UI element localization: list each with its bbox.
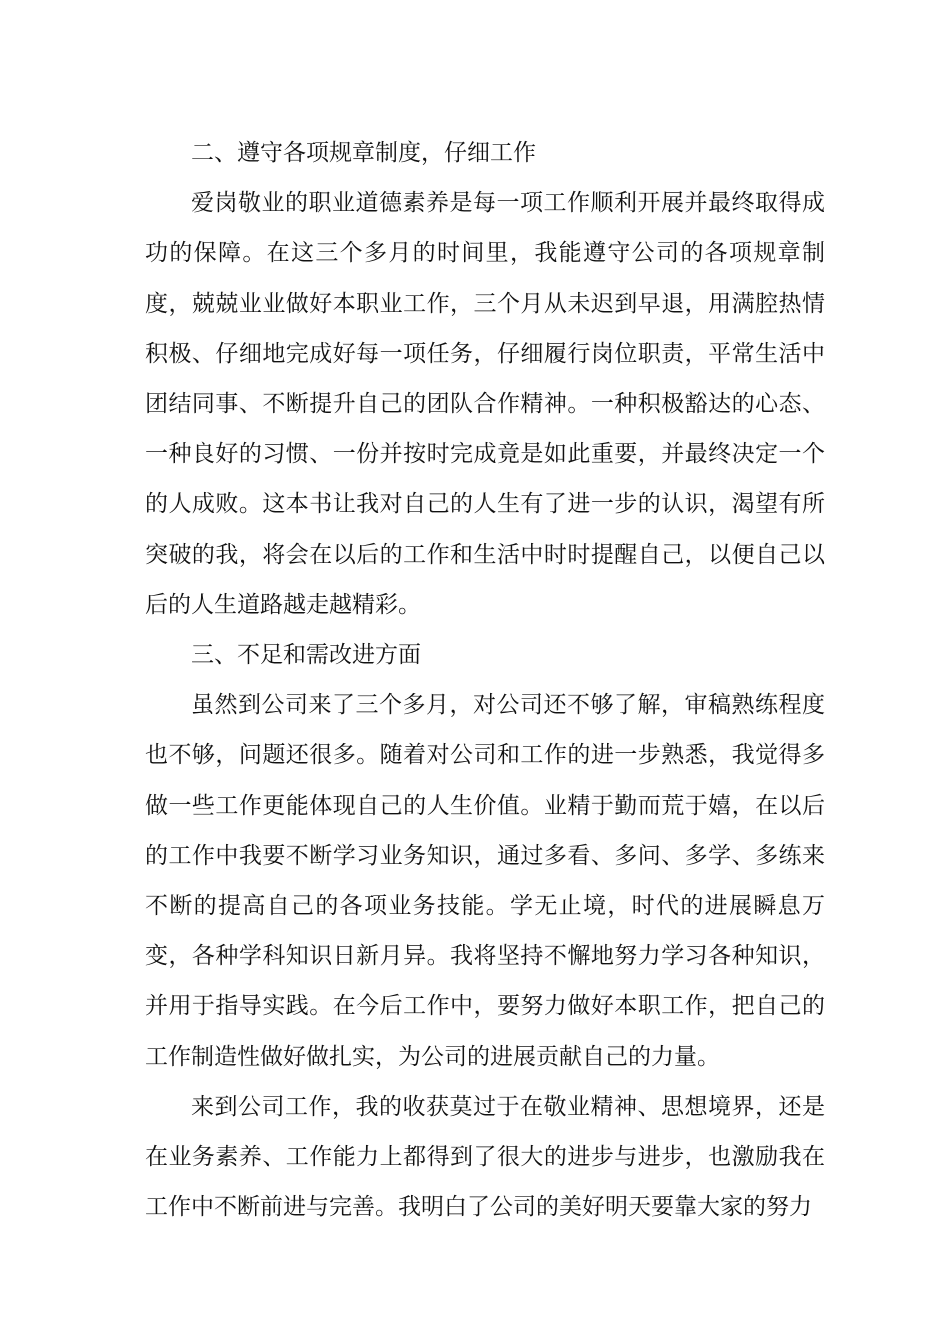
paragraph-shortcomings: 虽然到公司来了三个多月，对公司还不够了解，审稿熟练程度也不够，问题还很多。随着对公司和工作的进一步熟悉，我觉得多做一些工作更能体现自己的人生价值。业精于勤而荒于嬉，在以后的工作中我要不断学习业务知识，通过多看、多问、多学、多练来不断的提高自己的各项业务技能。学无止境，时代的进展瞬息万变，各种学科知识日新月异。我将坚持不懈地努力学习各种知识，并用于指导实践。在今后工作中，要努力做好本职工作，把自己的工作制造性做好做扎实，为公司的进展贡献自己的力量。 — [145, 692, 825, 1070]
section-heading-improvements: 三、不足和需改进方面 — [191, 642, 421, 669]
paragraph-dedication: 爱岗敬业的职业道德素养是每一项工作顺利开展并最终取得成功的保障。在这三个多月的时间里，我能遵守公司的各项规章制度，兢兢业业做好本职业工作，三个月从未迟到早退，用满腔热情积极、仔细地完成好每一项任务，仔细履行岗位职责，平常生活中团结同事、不断提升自己的团队合作精神。一种积极豁达的心态、一种良好的习惯、一份并按时完成竟是如此重要，并最终决定一个的人成败。这本书让我对自己的人生有了进一步的认识，渴望有所突破的我，将会在以后的工作和生活中时时提醒自己，以便自己以后的人生道路越走越精彩。 — [145, 190, 825, 618]
section-heading-rules: 二、遵守各项规章制度，仔细工作 — [191, 140, 536, 166]
document-body — [145, 128, 825, 1232]
paragraph-gains: 来到公司工作，我的收获莫过于在敬业精神、思想境界，还是在业务素养、工作能力上都得到了很大的进步与进步，也激励我在工作中不断前进与完善。我明白了公司的美好明天要靠大家的努力 — [145, 1093, 825, 1221]
